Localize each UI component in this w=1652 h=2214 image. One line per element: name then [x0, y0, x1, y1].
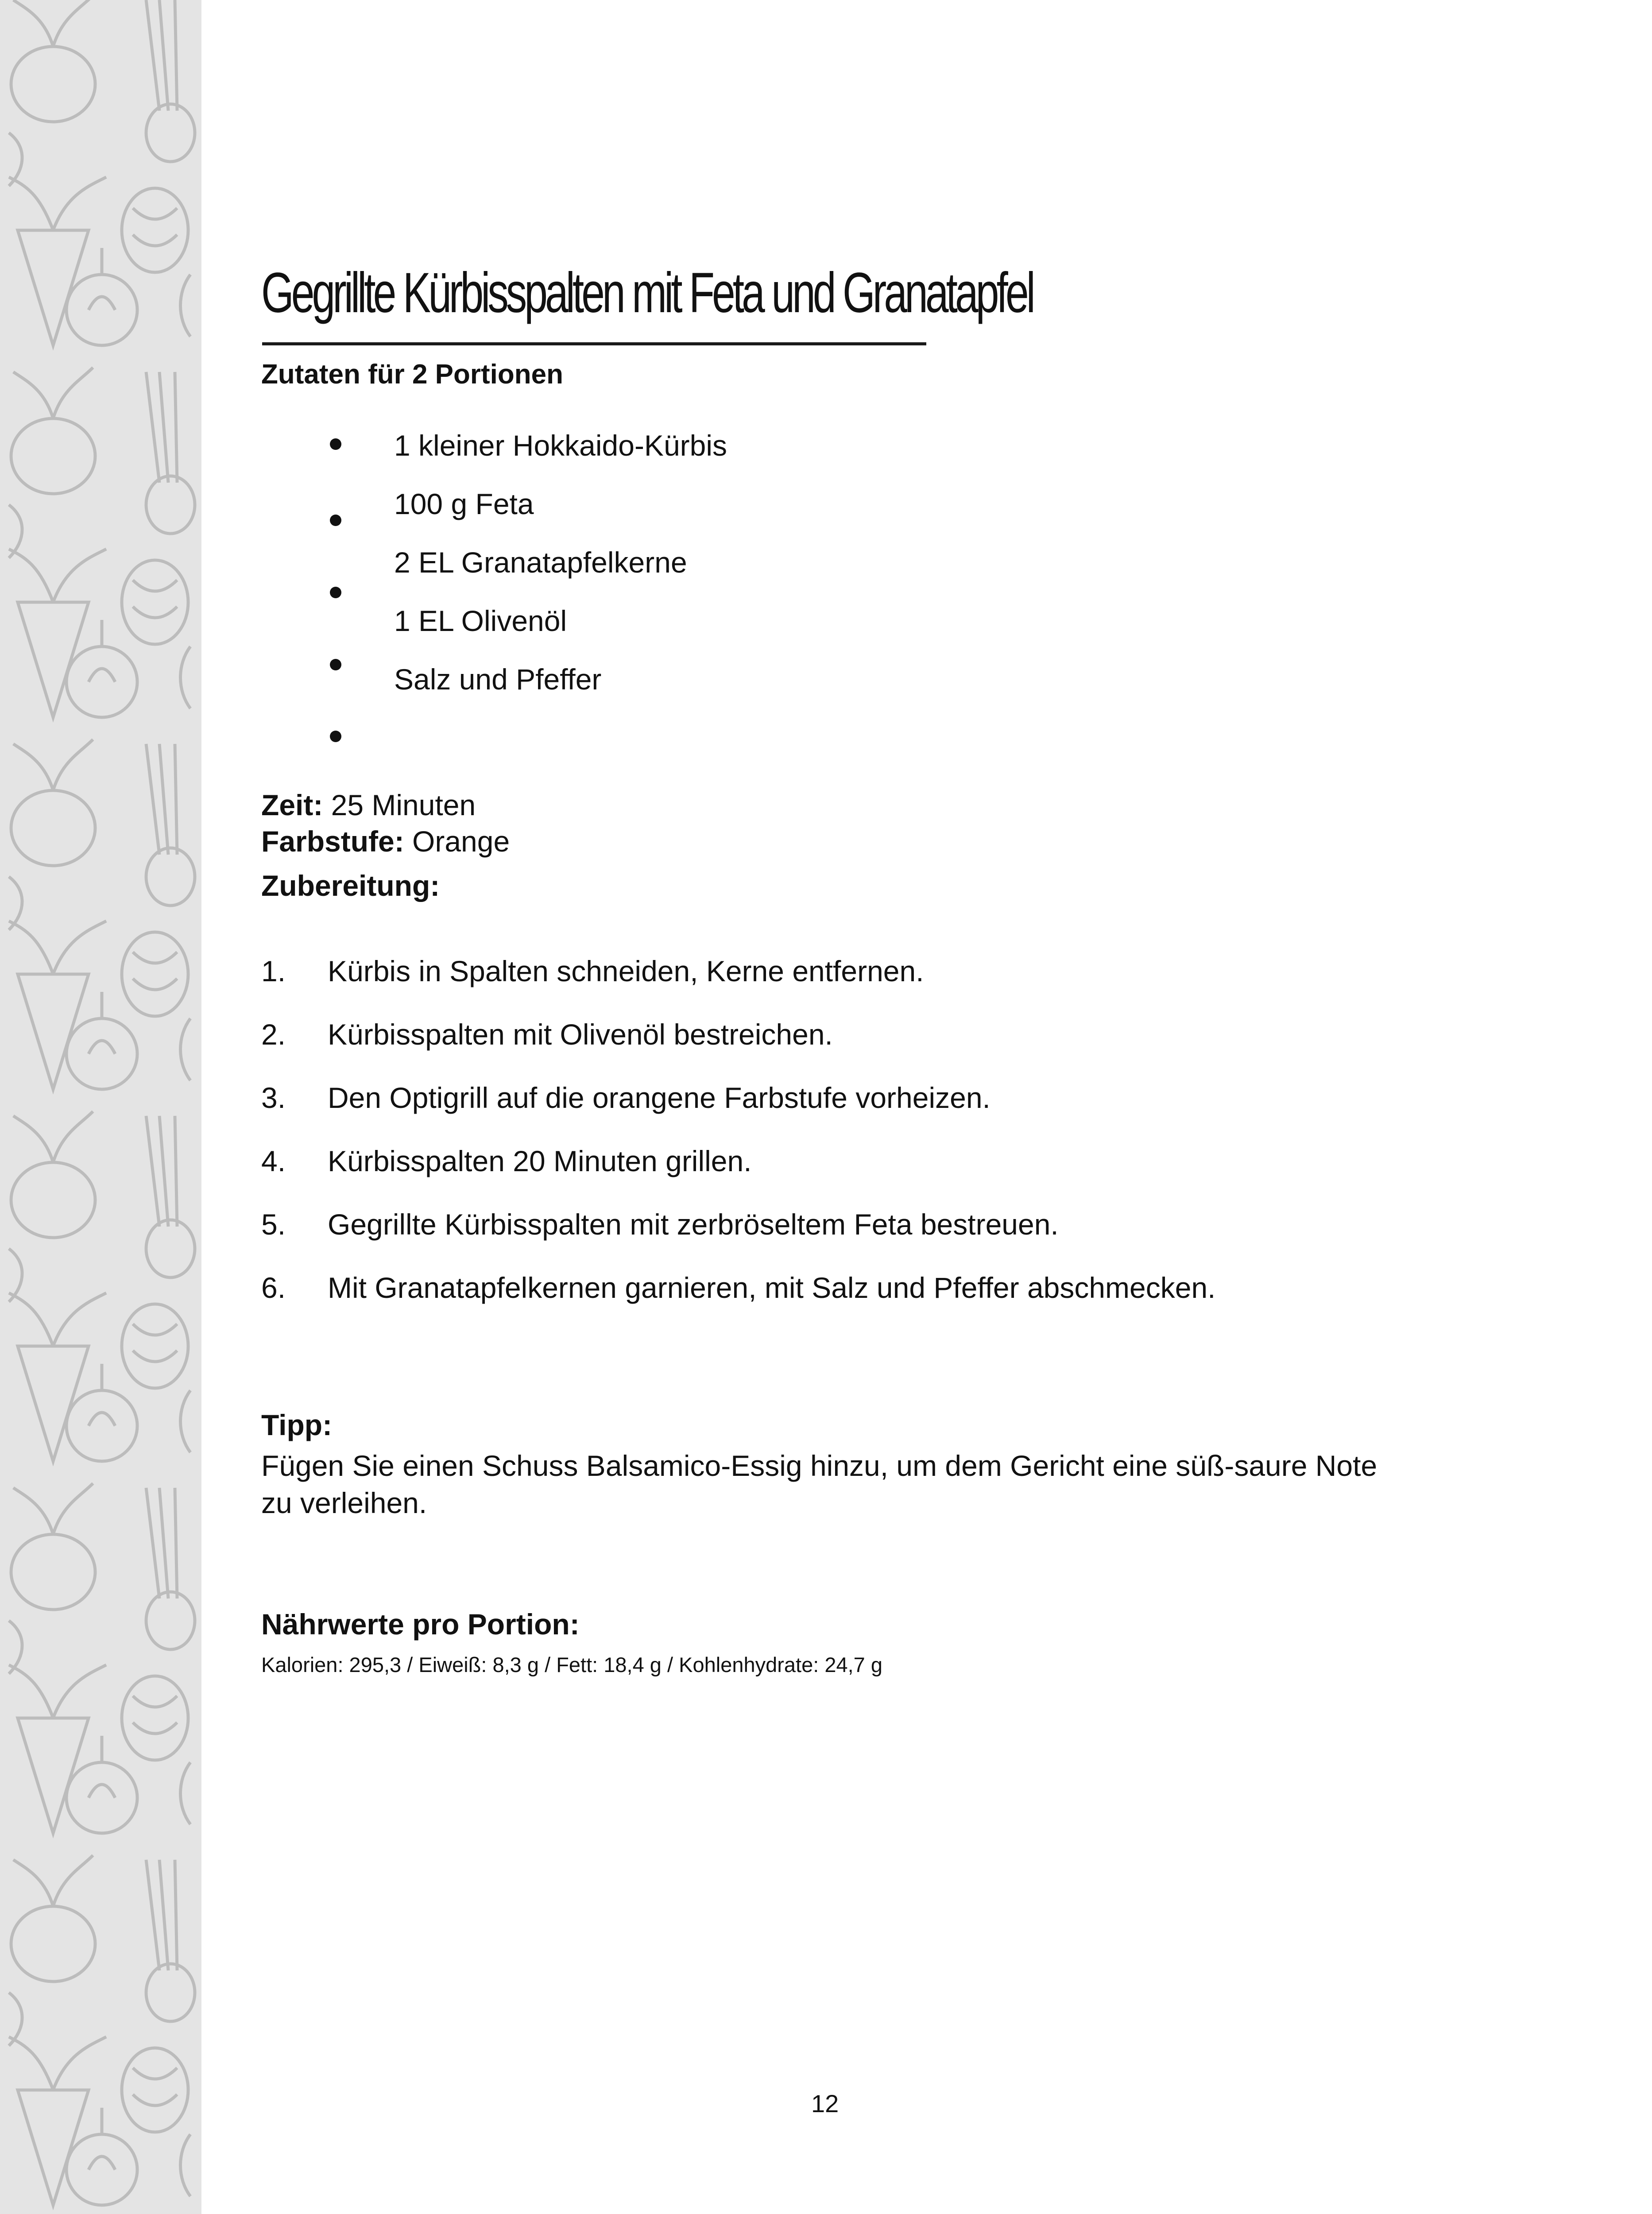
- step-number: 3.: [261, 1081, 286, 1114]
- ingredient-item: 2 EL Granatapfelkerne: [394, 546, 687, 579]
- time-label: Zeit:: [261, 789, 323, 821]
- tip-heading: Tipp:: [261, 1409, 333, 1441]
- ingredient-bullet: [330, 587, 341, 598]
- ingredient-bullet: [330, 731, 341, 742]
- tip-text: Fügen Sie einen Schuss Balsamico-Essig hinzu, um dem Gericht eine süß-saure Note zu verleihen.: [261, 1449, 1377, 1519]
- step-number: 1.: [261, 955, 286, 987]
- step-text: Gegrillte Kürbisspalten mit zerbröseltem Feta bestreuen.: [328, 1208, 1059, 1241]
- step-text: Mit Granatapfelkernen garnieren, mit Salz und Pfeffer abschmecken.: [328, 1271, 1216, 1304]
- preparation-heading: Zubereitung:: [261, 869, 440, 902]
- step-text: Kürbis in Spalten schneiden, Kerne entfernen.: [328, 955, 924, 987]
- step-number: 5.: [261, 1208, 286, 1241]
- ingredient-item: 1 kleiner Hokkaido-Kürbis: [394, 429, 727, 462]
- step-text: Den Optigrill auf die orangene Farbstufe vorheizen.: [328, 1081, 990, 1114]
- time-line: [261, 788, 476, 822]
- ingredient-bullet: [330, 515, 341, 526]
- vegetable-pattern-sidebar: [0, 0, 201, 2214]
- nutrition-heading: Nährwerte pro Portion:: [261, 1608, 580, 1641]
- step-text: Kürbisspalten 20 Minuten grillen.: [328, 1145, 752, 1177]
- color-line: [261, 824, 510, 858]
- time-value: 25 Minuten: [323, 789, 476, 821]
- color-value: Orange: [404, 825, 510, 858]
- servings-heading: Zutaten für 2 Portionen: [261, 359, 563, 390]
- page-number: 12: [811, 2090, 839, 2117]
- ingredient-item: 100 g Feta: [394, 488, 534, 520]
- nutrition-values: Kalorien: 295,3 / Eiweiß: 8,3 g / Fett: 18,4 g / Kohlenhydrate: 24,7 g: [261, 1653, 883, 1676]
- ingredient-item: Salz und Pfeffer: [394, 663, 602, 696]
- step-number: 4.: [261, 1145, 286, 1177]
- vegetable-illustrations: [0, 0, 201, 2214]
- title-underline: [262, 342, 926, 345]
- step-text: Kürbisspalten mit Olivenöl bestreichen.: [328, 1018, 833, 1051]
- step-number: 6.: [261, 1271, 286, 1304]
- ingredient-item: 1 EL Olivenöl: [394, 604, 567, 637]
- ingredient-bullet: [330, 438, 341, 450]
- step-number: 2.: [261, 1018, 286, 1051]
- color-label: Farbstufe:: [261, 825, 404, 858]
- ingredient-bullet: [330, 659, 341, 670]
- recipe-title: Gegrillte Kürbisspalten mit Feta und Granatapfel: [261, 261, 1033, 325]
